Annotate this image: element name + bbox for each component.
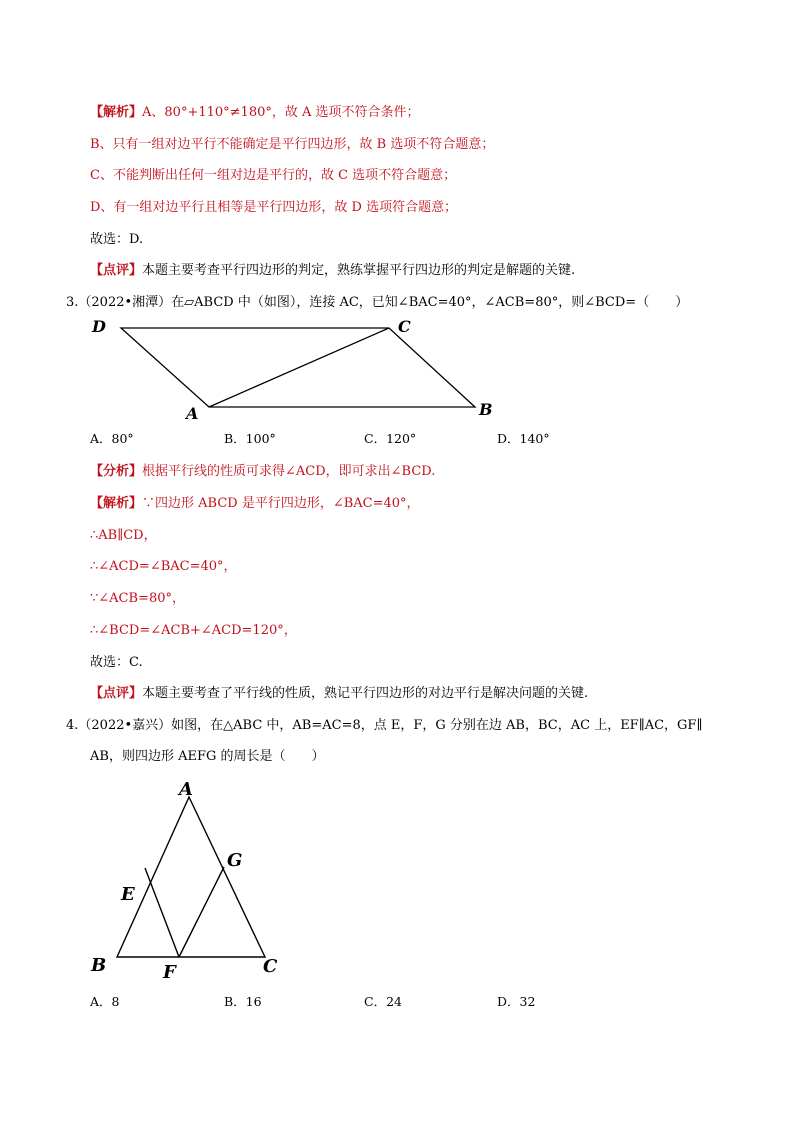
q2-solution-a bbox=[90, 104, 420, 122]
vertex-label-a: A bbox=[179, 779, 193, 800]
q2-comment bbox=[90, 262, 575, 280]
vertex-label-f: F bbox=[163, 962, 176, 983]
solution-line: ∵四边形 ABCD 是平行四边形，∠BAC=40°， bbox=[142, 496, 420, 511]
answer-text: 故选：D. bbox=[90, 232, 144, 247]
dianping-tag: 【点评】 bbox=[90, 686, 143, 701]
q3-option-b: B．100° bbox=[224, 431, 276, 446]
diagonal-ac bbox=[209, 328, 389, 407]
segment-ef bbox=[145, 868, 179, 957]
solution-line: A、80°+110°≠180°，故 A 选项不符合条件； bbox=[142, 105, 420, 120]
q3-solution-1 bbox=[90, 495, 420, 513]
vertex-label-b: B bbox=[479, 400, 493, 419]
q3-solution-5: ∴∠BCD=∠ACB+∠ACD=120°， bbox=[90, 623, 297, 638]
q4-option-a: A．8 bbox=[90, 994, 120, 1009]
answer-text: 故选：C. bbox=[90, 655, 143, 670]
q4-option-b: B．16 bbox=[224, 994, 262, 1009]
q3-option-a: A．80° bbox=[90, 431, 134, 446]
q4-stem-line-1 bbox=[66, 717, 702, 735]
vertex-label-d: D bbox=[92, 317, 106, 336]
vertex-label-a: A bbox=[186, 404, 199, 423]
question-number: 3. bbox=[66, 295, 79, 310]
q3-option-d: D．140° bbox=[497, 431, 550, 446]
q3-comment bbox=[90, 685, 588, 703]
q3-solution-4: ∵∠ACB=80°， bbox=[90, 591, 185, 606]
question-number: 4. bbox=[66, 718, 79, 733]
q3-answer bbox=[90, 654, 143, 672]
q2-answer bbox=[90, 231, 143, 249]
fenxi-tag: 【分析】 bbox=[90, 464, 143, 479]
question-text: （2022•嘉兴）如图，在△ABC 中，AB=AC=8，点 E，F，G 分别在边 AB，BC，AC 上，EF∥AC，GF∥ bbox=[78, 718, 703, 733]
vertex-label-c: C bbox=[398, 317, 411, 336]
vertex-label-e: E bbox=[121, 884, 135, 905]
q3-solution-2: ∴AB∥CD， bbox=[90, 528, 157, 543]
vertex-label-c: C bbox=[263, 956, 278, 977]
segment-fg bbox=[179, 867, 224, 957]
q2-solution-c: C、不能判断出任何一组对边是平行的，故 C 选项不符合题意； bbox=[90, 168, 457, 183]
jiexi-tag: 【解析】 bbox=[90, 105, 143, 120]
q3-option-c: C．120° bbox=[364, 431, 417, 446]
triangle-figure bbox=[86, 776, 296, 986]
q3-analysis bbox=[90, 463, 435, 481]
q3-stem bbox=[66, 294, 688, 312]
q2-solution-b: B、只有一组对边平行不能确定是平行四边形，故 B 选项不符合题意； bbox=[90, 137, 495, 152]
question-text: （2022•湘潭）在▱ABCD 中（如图），连接 AC，已知∠BAC=40°，∠ACB=80°，则∠BCD=（ ） bbox=[78, 295, 689, 310]
q4-option-c: C．24 bbox=[364, 994, 402, 1009]
q4-option-d: D．32 bbox=[497, 994, 536, 1009]
q4-stem-line-2: AB，则四边形 AEFG 的周长是（ ） bbox=[90, 749, 325, 764]
analysis-text: 根据平行线的性质可求得∠ACD，即可求出∠BCD. bbox=[142, 464, 436, 479]
q2-solution-d: D、有一组对边平行且相等是平行四边形，故 D 选项符合题意； bbox=[90, 200, 458, 215]
dianping-tag: 【点评】 bbox=[90, 263, 143, 278]
vertex-label-b: B bbox=[91, 955, 107, 976]
comment-text: 本题主要考查平行四边形的判定，熟练掌握平行四边形的判定是解题的关键. bbox=[142, 263, 576, 278]
parallelogram-figure bbox=[86, 316, 506, 426]
jiexi-tag: 【解析】 bbox=[90, 496, 143, 511]
vertex-label-g: G bbox=[227, 850, 243, 871]
comment-text: 本题主要考查了平行线的性质，熟记平行四边形的对边平行是解决问题的关键. bbox=[142, 686, 589, 701]
q3-solution-3: ∴∠ACD=∠BAC=40°， bbox=[90, 559, 237, 574]
